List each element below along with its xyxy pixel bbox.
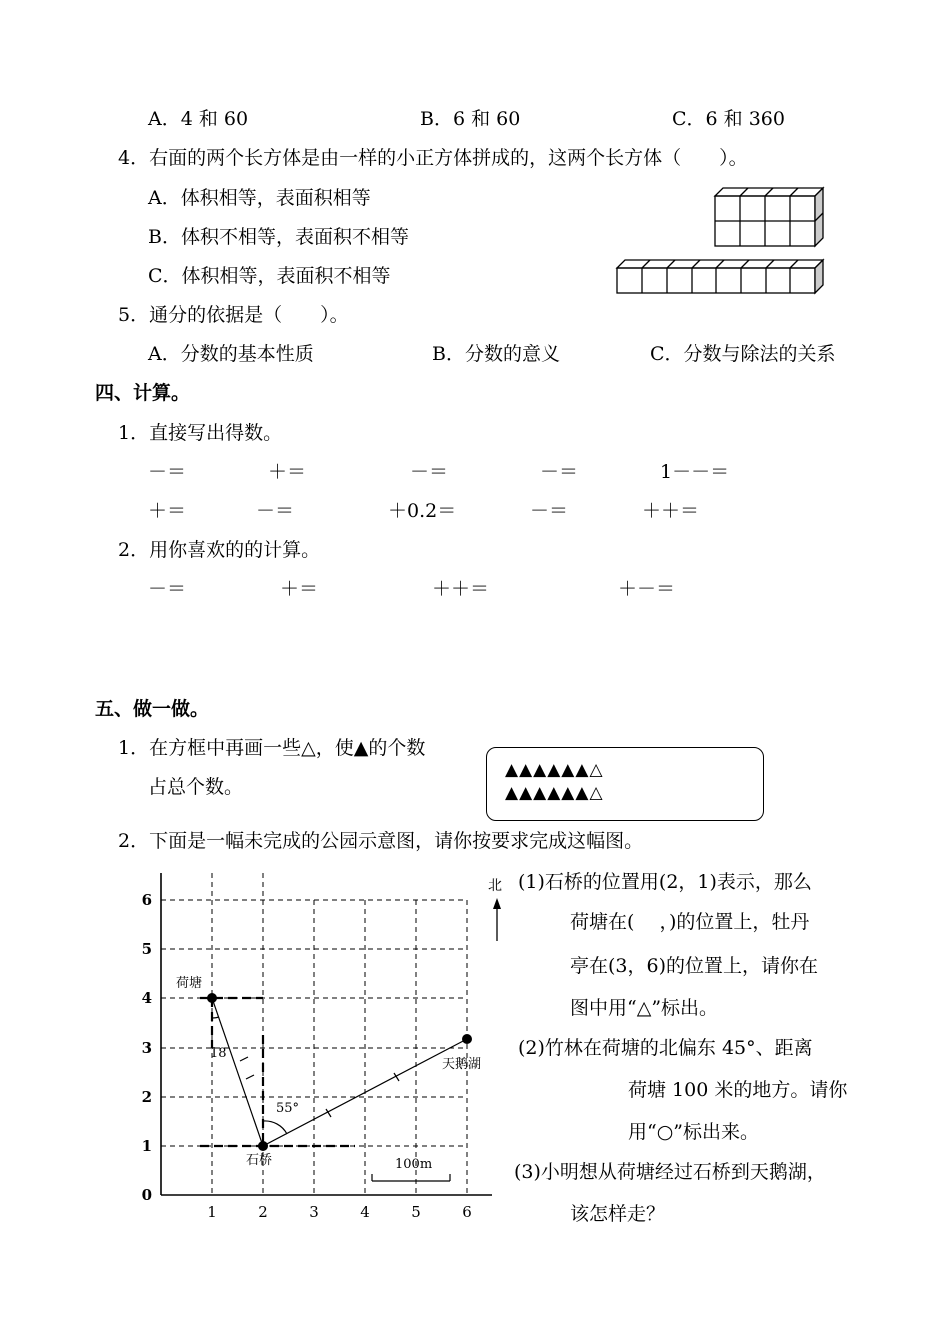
map-question-2-line1: (2)竹林在荷塘的北偏东 45°、距离 bbox=[518, 1037, 813, 1059]
calc-item: ＋－＝ bbox=[618, 578, 676, 600]
scale-bar bbox=[372, 1174, 450, 1181]
scale-label: 100m bbox=[395, 1157, 433, 1172]
q4-stem: 4．右面的两个长方体是由一样的小正方体拼成的，这两个长方体（ ）。 bbox=[118, 147, 748, 169]
swan-lake-point bbox=[462, 1034, 472, 1044]
y-tick-label: 0 bbox=[141, 1186, 152, 1204]
route-pond-bridge bbox=[212, 998, 263, 1146]
section-5-q1-line1: 1．在方框中再画一些△，使▲的个数 bbox=[118, 737, 426, 759]
stone-bridge-label: 石桥 bbox=[246, 1153, 273, 1168]
calc-item: －＝ bbox=[256, 500, 295, 522]
q3-option-b: B．6 和 60 bbox=[420, 108, 521, 130]
x-tick-label: 2 bbox=[258, 1203, 268, 1221]
calc-item: ＋＋＝ bbox=[432, 578, 490, 600]
q3-option-a: A．4 和 60 bbox=[148, 108, 249, 130]
q5-option-a: A．分数的基本性质 bbox=[148, 343, 314, 365]
calc-item: －＝ bbox=[530, 500, 569, 522]
section-4-q2: 2．用你喜欢的的计算。 bbox=[118, 539, 321, 561]
north-arrow-icon bbox=[493, 898, 501, 941]
calc-item: －＝ bbox=[540, 461, 579, 483]
q5-option-b: B．分数的意义 bbox=[432, 343, 560, 365]
y-tick-label: 5 bbox=[141, 940, 152, 958]
x-tick-label: 6 bbox=[462, 1203, 472, 1221]
triangle-box bbox=[486, 747, 764, 821]
map-question-2-line3: 用“○”标出来。 bbox=[628, 1121, 760, 1143]
north-label: 北 bbox=[488, 878, 502, 894]
calc-item: －＝ bbox=[148, 461, 187, 483]
section-4-q1: 1．直接写出得数。 bbox=[118, 422, 283, 444]
x-tick-label: 1 bbox=[207, 1203, 217, 1221]
section-5-q1-line2: 占总个数。 bbox=[148, 776, 244, 798]
y-tick-label: 6 bbox=[141, 891, 152, 909]
section-5-title: 五、做一做。 bbox=[95, 698, 210, 720]
y-tick-label: 4 bbox=[141, 989, 152, 1007]
calc-item: ＋＋＝ bbox=[642, 500, 700, 522]
map-question-2-line2: 荷塘 100 米的地方。请你 bbox=[628, 1079, 848, 1101]
section-4-title: 四、计算。 bbox=[95, 382, 191, 404]
calc-item: ＋＝ bbox=[280, 578, 319, 600]
map-question-3-line2: 该怎样走？ bbox=[570, 1203, 666, 1225]
x-tick-label: 4 bbox=[360, 1203, 370, 1221]
calc-item: 1－－＝ bbox=[660, 461, 730, 483]
calc-item: ＋＝ bbox=[148, 500, 187, 522]
q4-option-c: C．体积相等，表面积不相等 bbox=[148, 265, 391, 287]
park-map bbox=[130, 865, 510, 1230]
y-tick-label: 3 bbox=[141, 1039, 152, 1057]
triangle-row: ▲▲▲▲▲▲△ bbox=[505, 760, 604, 780]
cuboids-figure bbox=[610, 185, 830, 300]
q3-option-c: C．6 和 360 bbox=[672, 108, 785, 130]
angle-label: 18 bbox=[210, 1046, 227, 1061]
map-question-1-line1: (1)石桥的位置用(2，1)表示，那么 bbox=[518, 871, 812, 893]
q5-stem: 5．通分的依据是（ ）。 bbox=[118, 304, 349, 326]
q5-option-c: C．分数与除法的关系 bbox=[650, 343, 836, 365]
calc-item: －＝ bbox=[410, 461, 449, 483]
calc-item: ＋0.2＝ bbox=[388, 500, 457, 522]
x-tick-label: 5 bbox=[411, 1203, 421, 1221]
q4-option-a: A．体积相等，表面积相等 bbox=[148, 187, 371, 209]
map-question-1-line2: 荷塘在( ，)的位置上，牡丹 bbox=[570, 911, 810, 933]
x-tick-label: 3 bbox=[309, 1203, 319, 1221]
stone-bridge-point bbox=[258, 1141, 268, 1151]
map-question-1-line3: 亭在(3，6)的位置上，请你在 bbox=[570, 955, 819, 977]
swan-lake-label: 天鹅湖 bbox=[442, 1057, 482, 1072]
y-tick-label: 2 bbox=[141, 1088, 152, 1106]
calc-item: －＝ bbox=[148, 578, 187, 600]
y-tick-label: 1 bbox=[141, 1137, 152, 1155]
calc-item: ＋＝ bbox=[268, 461, 307, 483]
angle-label: 55° bbox=[276, 1101, 300, 1116]
section-5-q2: 2．下面是一幅未完成的公园示意图，请你按要求完成这幅图。 bbox=[118, 830, 644, 852]
q4-option-b: B．体积不相等，表面积不相等 bbox=[148, 226, 409, 248]
map-question-1-line4: 图中用“△”标出。 bbox=[570, 997, 719, 1019]
triangle-row: ▲▲▲▲▲▲△ bbox=[505, 783, 604, 803]
lotus-pond-label: 荷塘 bbox=[176, 976, 203, 991]
map-question-3-line1: (3)小明想从荷塘经过石桥到天鹅湖， bbox=[514, 1161, 826, 1183]
lotus-pond-point bbox=[207, 993, 217, 1003]
